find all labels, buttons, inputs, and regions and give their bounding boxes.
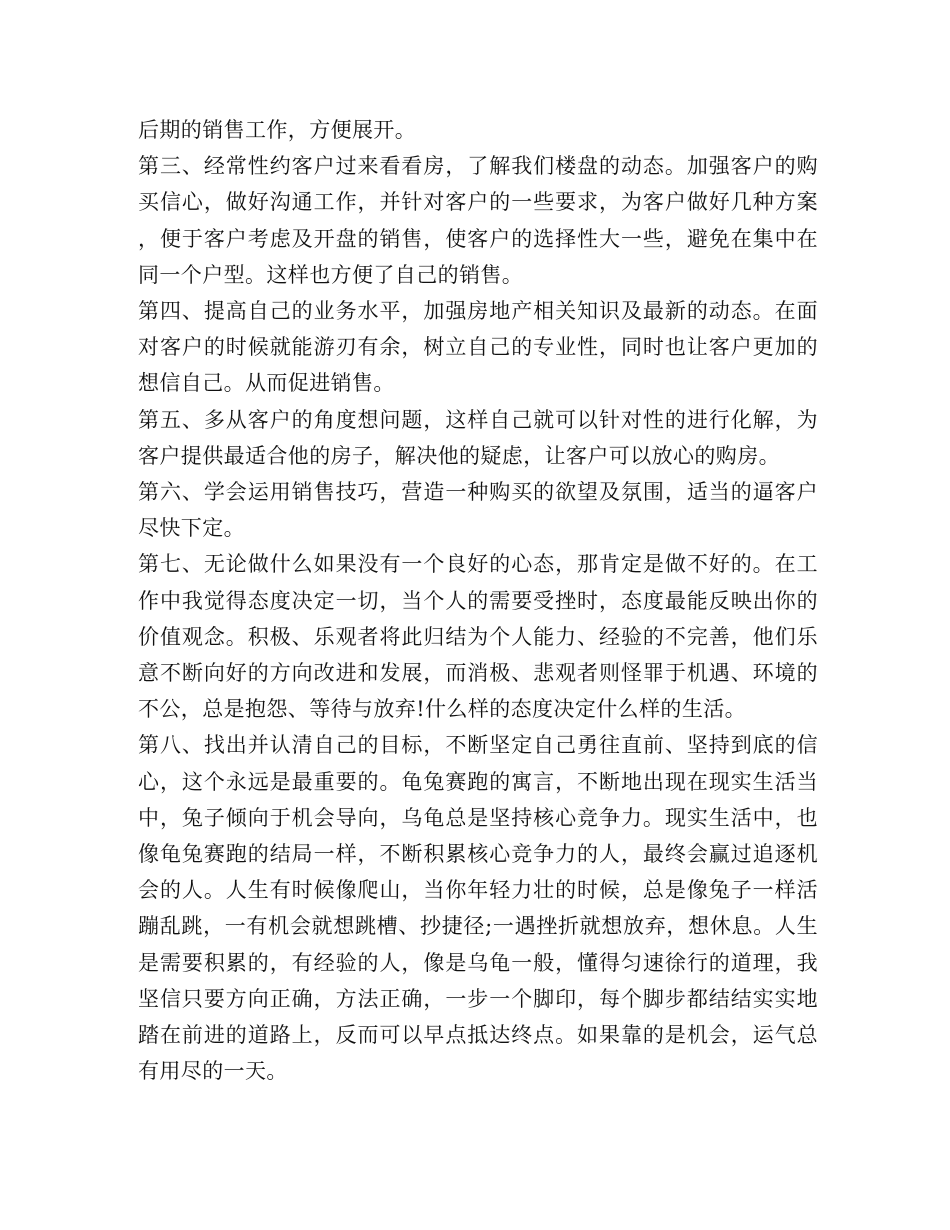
- paragraph-point-5: 第五、多从客户的角度想问题，这样自己就可以针对性的进行化解，为客户提供最适合他的房子，解决他的疑虑，让客户可以放心的购房。: [138, 407, 818, 468]
- document-body: [138, 112, 818, 1089]
- paragraph-point-7: 第七、无论做什么如果没有一个良好的心态，那肯定是做不好的。在工作中我觉得态度决定一切，当个人的需要受挫时，态度最能反映出你的价值观念。积极、乐观者将此归结为个人能力、经验的不完善，他们乐意不断向好的方向改进和发展，而消极、悲观者则怪罪于机遇、环境的不公，总是抱怨、等待与放弃!什么样的态度决定什么样的生活。: [138, 552, 818, 722]
- paragraph-point-3: 第三、经常性约客户过来看看房，了解我们楼盘的动态。加强客户的购买信心，做好沟通工作，并针对客户的一些要求，为客户做好几种方案，便于客户考虑及开盘的销售，使客户的选择性大一些，避免在集中在同一个户型。这样也方便了自己的销售。: [138, 154, 818, 287]
- paragraph-point-4: 第四、提高自己的业务水平，加强房地产相关知识及最新的动态。在面对客户的时候就能游刃有余，树立自己的专业性，同时也让客户更加的想信自己。从而促进销售。: [138, 299, 818, 396]
- paragraph-point-6: 第六、学会运用销售技巧，营造一种购买的欲望及氛围，适当的逼客户尽快下定。: [138, 480, 818, 541]
- paragraph-continuation: 后期的销售工作，方便展开。: [138, 118, 417, 142]
- paragraph-point-8: 第八、找出并认清自己的目标，不断坚定自己勇往直前、坚持到底的信心，这个永远是最重要的。龟兔赛跑的寓言，不断地出现在现实生活当中，兔子倾向于机会导向，乌龟总是坚持核心竞争力。现实生活中，也像龟兔赛跑的结局一样，不断积累核心竞争力的人，最终会赢过追逐机会的人。人生有时候像爬山，当你年轻力壮的时候，总是像兔子一样活蹦乱跳，一有机会就想跳槽、抄捷径;一遇挫折就想放弃，想休息。人生是需要积累的，有经验的人，像是乌龟一般，懂得匀速徐行的道理，我坚信只要方向正确，方法正确，一步一个脚印，每个脚步都结结实实地踏在前进的道路上，反而可以早点抵达终点。如果靠的是机会，运气总有用尽的一天。: [138, 733, 818, 1084]
